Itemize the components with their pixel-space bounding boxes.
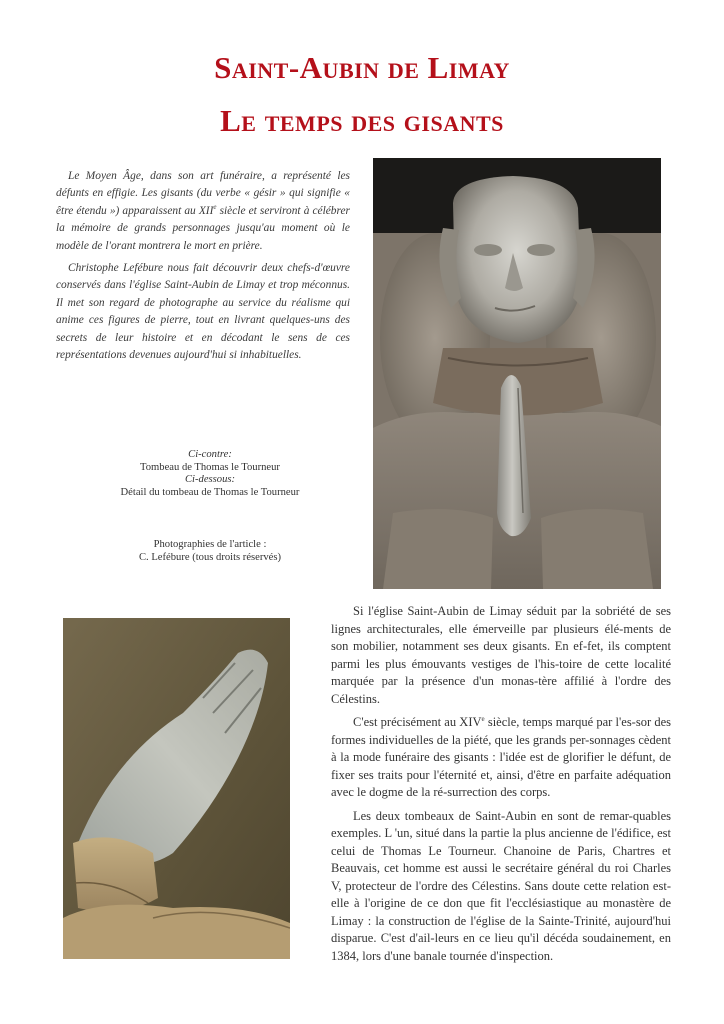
intro-text [56,168,350,369]
caption-label: Ci-dessous: [184,474,236,486]
article-subtitle: Le temps des gisants [220,103,504,138]
photo-praying-hands [63,618,290,959]
hands-illustration [63,618,290,959]
article-body [331,603,671,971]
photo-captions [80,449,340,499]
intro-paragraph: Christophe Lefébure nous fait découvrir deux chefs-d'œuvre conservés dans l'église Saint-Aubin de Limay et trop méconnus. Il met son regard de photographe au service du réalisme qui anime ces figures de pierre, tout en livrant quelques-uns des secrets de leur histoire et en décodant le sens de ces représentations devenues aujourd'hui si inhabituelles. [56,262,350,362]
caption-label: Ci-contre: [188,449,232,460]
photo-credits: Photographies de l'article : C. Lefébure (tous droits réservés) [138,539,282,563]
article-title: Saint-Aubin de Limay [214,50,510,85]
photo-gisant-tomb [373,158,661,589]
caption-text: Tombeau de Thomas le Tourneur [140,461,280,473]
caption-text: Détail du tombeau de Thomas le Tourneur [120,486,300,498]
gisant-illustration [373,158,661,589]
body-paragraph: C'est précisément au XIVe siècle, temps marqué par l'es-sor des formes individuelles de la piété, que les grands per-sonnages cèdent à la mode funéraire des gisants : l'idée est de glorifier le défunt, de fixer ses traits pour l'éternité et, ainsi, d'être en parfaite adéquation avec le dogme de la ré-surrection des corps. [331,714,671,799]
body-paragraph: Si l'église Saint-Aubin de Limay séduit par la sobriété de ses lignes architecturales, elle émerveille par plusieurs élé-ments de son mobilier, notamment ses deux gisants. En ef-fet, ils comptent parmi les plus émouvants vestiges de l'his-toire de cette localité marquée par la présence d'un monas-tère affilié à l'ordre des Célestins. [331,604,671,706]
intro-paragraph: Le Moyen Âge, dans son art funéraire, a représenté les défunts en effigie. Les gisants (du verbe « gésir » qui signifie « être étendu ») apparaissent au XIIe siècle et serviront à célébrer la mémoire de grands personnages jusqu'au moment où le modèle de l'orant montrera le mort en prière. [56,170,350,252]
body-paragraph: Les deux tombeaux de Saint-Aubin en sont de remar-quables exemples. L 'un, situé dans la partie la plus ancienne de l'édifice, est celui de Thomas Le Tourneur. Chanoine de Paris, Chartres et Beauvais, cet homme est aussi le secrétaire général du roi Charles V, protecteur de l'ordre des Célestins. Sans doute cette relation est-elle à l'origine de ce don que fit l'ecclésiastique au monastère de Limay : la construction de l'église de la Sainte-Trinité, aujourd'hui disparue. C'est d'ail-leurs en ce lieu qu'il décéda soudainement, en 1384, lors d'une banale tournée d'inspection. [331,808,671,963]
